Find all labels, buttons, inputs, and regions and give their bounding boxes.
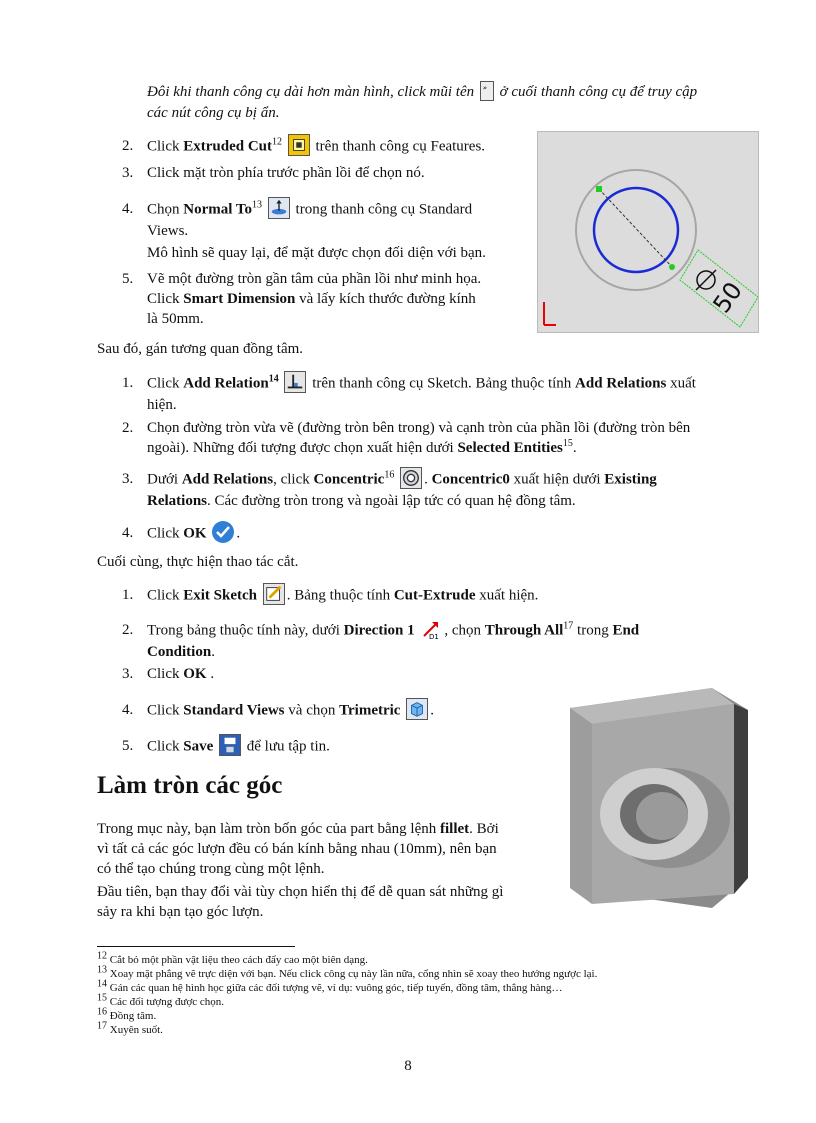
sketch-figure xyxy=(537,131,759,333)
footnote-separator xyxy=(97,946,295,947)
footnotes xyxy=(97,950,757,1037)
part-figure xyxy=(562,688,758,914)
section-paragraph-1: Trong mục này, bạn làm tròn bốn góc của part bằng lệnh fillet. Bởi vì tất cả các góc lượn đều có bán kính bằng nhau (10mm), nên bạn có thể tạo chúng trong cùng một lệnh. xyxy=(97,821,499,877)
sketch-dimension-label: 50 xyxy=(707,277,748,319)
footnote-16: $^{16}$ Đồng tâm. xyxy=(97,1006,157,1022)
cut-step-4-text: Click Standard Views và chọn Trimetric . xyxy=(147,700,527,722)
rel-step-3-num: 3. xyxy=(122,471,134,487)
section-paragraph-2: Đầu tiên, bạn thay đổi vài tùy chọn hiển thị để dễ quan sát những gì sảy ra khi bạn tạo góc lượn. xyxy=(97,884,504,920)
cut-intro: Cuối cùng, thực hiện thao tác cắt. xyxy=(97,554,299,570)
cut-step-1-text: Click Exit Sketch . Bảng thuộc tính Cut-Extrude xuất hiện. xyxy=(147,585,759,607)
footnote-14: $^{14}$ Gán các quan hệ hình học giữa các đối tượng vẽ, ví dụ: vuông góc, tiếp tuyến, đồng tâm, thẳng hàng… xyxy=(97,978,563,994)
add-relation-icon[interactable] xyxy=(284,371,306,393)
normal-to-icon[interactable] xyxy=(268,197,290,219)
cut-step-4-num: 4. xyxy=(122,702,134,718)
toolbar-overflow-arrow-icon xyxy=(480,81,494,101)
cut-step-2-num: 2. xyxy=(122,622,134,638)
footnote-12: $^{12}$ Cắt bỏ một phần vật liệu theo cách đẩy cao một biên dạng. xyxy=(97,950,368,966)
step-4-text: Chọn Normal To$^{13}$ trong thanh công cụ Standard Views. xyxy=(147,199,522,241)
rel-step-4-num: 4. xyxy=(122,525,134,541)
exit-sketch-icon[interactable] xyxy=(263,583,285,605)
rel-step-2-text: Chọn đường tròn vừa vẽ (đường tròn bên trong) và cạnh tròn của phần lồi (đường tròn bên ngoài). Những đối tượng được chọn xuất hiện dưới Selected Entities$^{15}$. xyxy=(147,420,691,456)
rel-step-3-text: Dưới Add Relations, click Concentric$^{16}$ . Concentric0 xuất hiện dưới Existing Relations. Các đường tròn trong và ngoài lập tức có quan hệ đồng tâm. xyxy=(147,469,759,511)
step-5-num: 5. xyxy=(122,271,134,287)
direction-icon[interactable] xyxy=(420,618,442,640)
footnote-15: $^{15}$ Các đối tượng được chọn. xyxy=(97,992,225,1008)
section-heading: Làm tròn các góc xyxy=(97,772,283,799)
trimetric-view-icon[interactable] xyxy=(406,698,428,720)
ok-checkmark-icon[interactable] xyxy=(212,521,234,543)
step-3-text: Click mặt tròn phía trước phần lồi để chọn nó. xyxy=(147,165,425,181)
cut-step-1-num: 1. xyxy=(122,587,134,603)
step-2-text: Click Extruded Cut$^{12}$ trên thanh công cụ Features. xyxy=(147,136,527,158)
step-5-text: Vẽ một đường tròn gần tâm của phần lồi như minh họa. Click Smart Dimension và lấy kích thước đường kính là 50mm. xyxy=(147,271,482,327)
footnote-13: $^{13}$ Xoay mặt phẳng vẽ trực diện với bạn. Nếu click công cụ này lần nữa, cổng nhìn sẽ xoay theo hướng ngược lại. xyxy=(97,964,598,980)
cut-step-2-text: Trong bảng thuộc tính này, dưới Direction 1 D1 , chọn Through All$^{17}$ trong End Condition. xyxy=(147,620,759,662)
concentric-icon[interactable] xyxy=(400,467,422,489)
relation-intro: Sau đó, gán tương quan đồng tâm. xyxy=(97,341,304,357)
cut-step-5-num: 5. xyxy=(122,738,134,754)
rel-step-1-text: Click Add Relation$^{14}$ trên thanh công cụ Sketch. Bảng thuộc tính Add Relations xuất hiện. xyxy=(147,373,759,415)
step-4-note: Mô hình sẽ quay lại, để mặt được chọn đối diện với bạn. xyxy=(147,245,486,261)
footnote-17: $^{17}$ Xuyên suốt. xyxy=(97,1020,163,1036)
rel-step-1-num: 1. xyxy=(122,375,134,391)
page-number: 8 xyxy=(404,1058,412,1074)
svg-text:D1: D1 xyxy=(429,633,440,640)
rel-step-4-text: Click OK . xyxy=(147,523,447,545)
cut-step-3-num: 3. xyxy=(122,666,134,682)
extruded-cut-icon[interactable] xyxy=(288,134,310,156)
svg-text:»: » xyxy=(482,83,487,92)
rel-step-2-num: 2. xyxy=(122,420,134,436)
cut-step-5-text: Click Save để lưu tập tin. xyxy=(147,736,527,758)
intro-note: Đôi khi thanh công cụ dài hơn màn hình, click mũi tên » ở cuối thanh công cụ để truy cập các nút công cụ bị ẩn. xyxy=(147,82,759,123)
step-4-num: 4. xyxy=(122,201,134,217)
step-3-num: 3. xyxy=(122,165,134,181)
step-2-extruded-cut: 2. xyxy=(122,138,134,154)
save-icon[interactable] xyxy=(219,734,241,756)
cut-step-3-text: Click OK . xyxy=(147,666,215,682)
